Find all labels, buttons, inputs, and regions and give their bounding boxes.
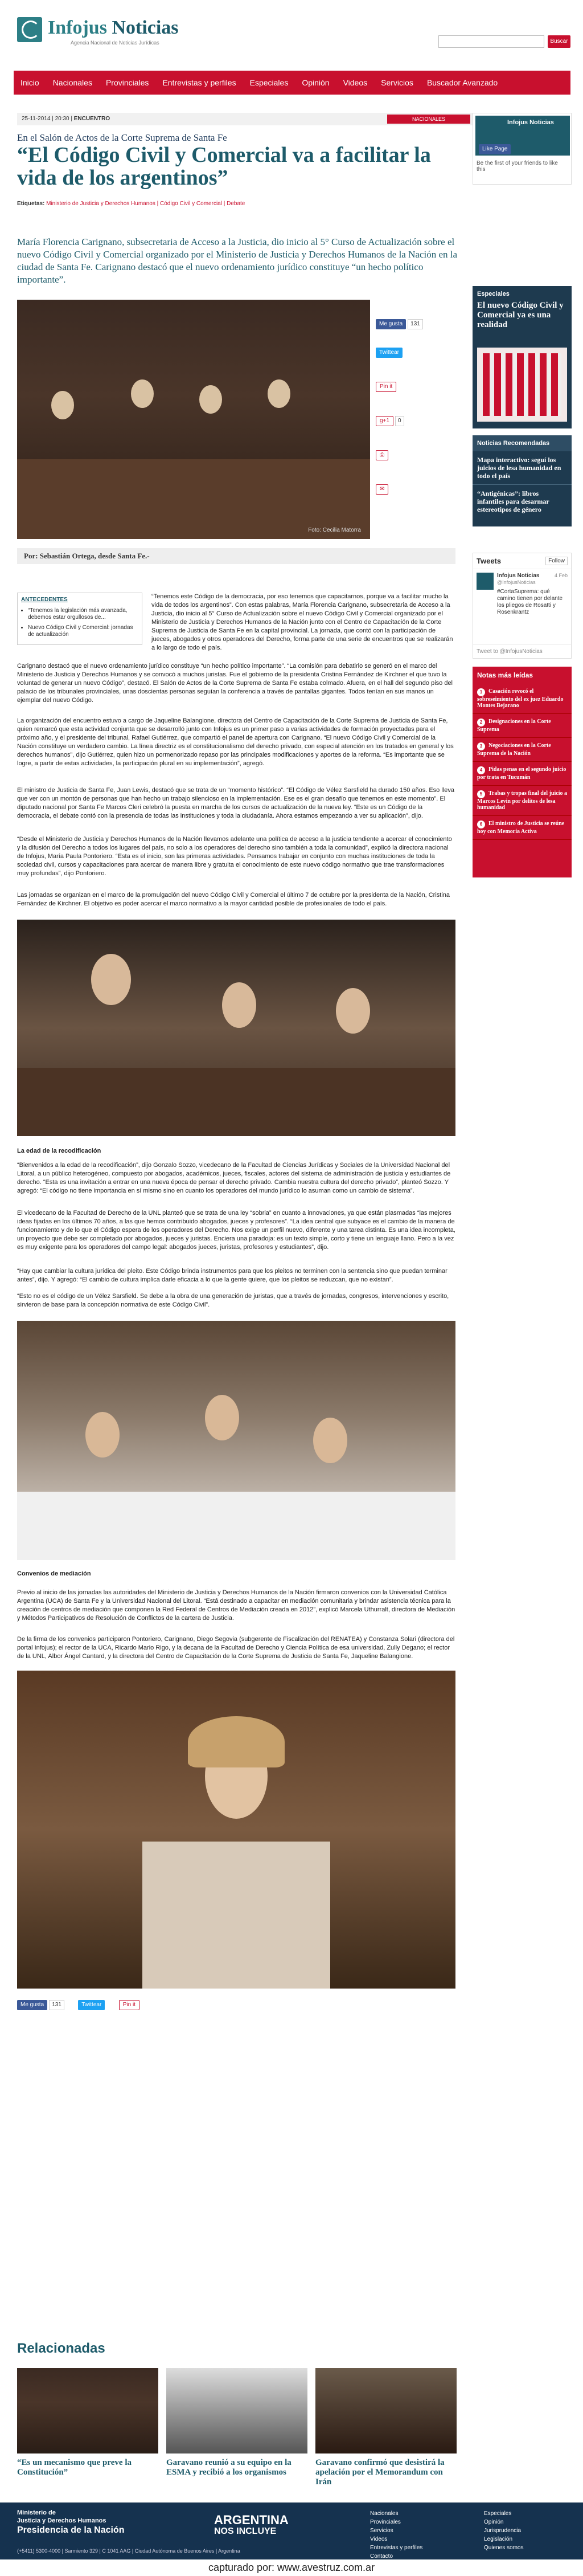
related-link-1[interactable]: “Es un mecanismo que preve la Constitución”	[17, 2458, 132, 2477]
tags-label: Etiquetas:	[17, 201, 45, 207]
related-photo-2[interactable]	[166, 2368, 307, 2453]
fb-widget	[473, 113, 572, 185]
article-title: “El Código Civil y Comercial va a facilitar la vida de los argentinos”	[17, 143, 431, 190]
footer-link[interactable]: Videos	[370, 2536, 388, 2542]
main-nav	[14, 71, 570, 95]
mas-leida-title: Designaciones en la Corte Suprema	[477, 718, 551, 733]
ministry-line-2: Justicia y Derechos Humanos	[17, 2517, 106, 2524]
article-section: ENCUENTRO	[73, 116, 110, 122]
footer-col-2	[484, 2509, 523, 2552]
tweet-avatar[interactable]	[477, 573, 494, 590]
tweet-to-link[interactable]: Tweet to @InfojusNoticias	[473, 644, 571, 658]
antecedentes-title: ANTECEDENTES	[21, 597, 68, 603]
paragraph-12: De la firma de los convenios participaron Pontoriero, Carignano, Diego Segovia (subgerente de Fiscalización del RENATEA) y Constanza Solari (directora del portal Infojus); el rector de la UCA, Ricardo Mario Rigo, y la decana de la Facultad de Derecho y Ciencia Política de esa universidad, Zully Degano; el rector de la UNL, Albor Ángel Cantard, y la directora del Centro de Capacitación de la Corte Suprema de Justicia de Santa Fe, Jaqueline Balangione.	[17, 1636, 455, 1660]
paragraph-9: “Hay que cambiar la cultura jurídica del pleito. Este Código brinda instrumentos para que los pleitos no terminen con la sentencia sino que puedan terminar antes”, dijo. Y agregó: “El cambio de cultura implica darle eficacia a lo que la gente quiere, que los pleitos se reduzcan, que no existan”.	[17, 1268, 447, 1283]
article-main-photo	[17, 300, 370, 539]
mas-leida-title: Pidas penas en el segundo juicio por trata en Tucumán	[477, 766, 566, 781]
tweets-box	[473, 553, 572, 659]
antecedentes-box	[17, 593, 142, 645]
email-icon[interactable]: ✉	[376, 484, 388, 495]
footer-link[interactable]: Provinciales	[370, 2519, 401, 2525]
article-tags	[17, 201, 245, 207]
recomendada-link[interactable]: Mapa interactivo: seguí los juicios de lesa humanidad en todo el país	[473, 451, 572, 485]
article-photo-4	[17, 1671, 455, 1989]
tweet-date: 4 Feb	[554, 573, 568, 578]
nav-item-entrevistas[interactable]: Entrevistas y perfiles	[162, 78, 236, 87]
nav-item-buscador[interactable]: Buscador Avanzado	[426, 78, 498, 87]
mas-leida-link[interactable]	[473, 738, 572, 762]
tweets-title: Tweets	[473, 553, 571, 569]
paragraph-10: “Esto no es el código de un Vélez Sarsfield. Se debe a la obra de una generación de juristas, que a través de jornadas, congresos, intervenciones y escrito, sirvieron de base para la concepción normativa de este Código Civil”.	[17, 1293, 449, 1308]
especiales-link[interactable]: El nuevo Código Civil y Comercial ya es una realidad	[477, 301, 564, 329]
fb-page-name[interactable]: Infojus Noticias	[507, 119, 554, 126]
mas-leidas-title: Notas más leídas	[473, 667, 572, 684]
especiales-title: Especiales	[473, 286, 572, 299]
facebook-count-bottom: 131	[49, 2000, 64, 2010]
site-logo[interactable]	[48, 17, 179, 39]
footer-link[interactable]: Quienes somos	[484, 2545, 524, 2551]
footer-link[interactable]: Entrevistas y perfiles	[370, 2545, 423, 2551]
nav-item-inicio[interactable]: Inicio	[20, 78, 39, 87]
mas-leida-link[interactable]	[473, 786, 572, 816]
footer-link[interactable]: Opinión	[484, 2519, 504, 2525]
related-title: Relacionadas	[17, 2341, 105, 2356]
footer-link[interactable]: Legislación	[484, 2536, 513, 2542]
search-input[interactable]	[438, 35, 544, 48]
gplus-icon[interactable]: g+1	[376, 416, 393, 426]
mas-leida-title: Negociaciones en la Corte Suprema de la Nación	[477, 742, 551, 757]
photo-caption: Por: Sebastián Ortega, desde Santa Fe.-	[17, 548, 455, 564]
site-name-2: Noticias	[112, 17, 179, 38]
article-photo-2	[17, 920, 455, 1136]
photo-credit: Foto: Cecilia Matorra	[308, 527, 361, 533]
nav-item-provinciales[interactable]: Provinciales	[105, 78, 149, 87]
mas-leida-title: Trabas y tropas final del juicio a Marcos Levin por delitos de lesa humanidad	[477, 790, 567, 811]
mas-leida-link[interactable]	[473, 684, 572, 714]
footer-link[interactable]: Jurisprudencia	[484, 2528, 522, 2534]
mas-leida-link[interactable]	[473, 714, 572, 738]
article-lead: María Florencia Carignano, subsecretaria de Acceso a la Justicia, dio inicio al 5° Curso de Actualización sobre el nuevo Código Civil y Comercial organizado por el Ministerio de Justicia y Derechos Humanos de la Nación en la ciudad de Santa Fe. Carignano destacó que el nuevo ordenamiento jurídico constituye “un hecho político importante”.	[17, 236, 458, 285]
footer-link[interactable]: Especiales	[484, 2510, 512, 2517]
nav-item-nacionales[interactable]: Nacionales	[52, 78, 92, 87]
argentina-line-2: NOS INCLUYE	[214, 2526, 277, 2536]
nav-item-especiales[interactable]: Especiales	[249, 78, 289, 87]
pinterest-button[interactable]: Pin it	[376, 382, 396, 392]
subheading-recodificacion: La edad de la recodificación	[17, 1148, 101, 1154]
nav-item-videos[interactable]: Videos	[343, 78, 368, 87]
paragraph-5: “Desde el Ministerio de Justicia y Derechos Humanos de la Nación llevamos adelante una política de acceso a la justicia tendiente a acercar el conocimiento y la difusión del Derecho a todos los lugares del país, no solo a los operadores del derecho sino también a toda la comunidad”, explicó la directora nacional de Infojus, María Paula Pontoriero. “Esta es el inicio, son las primeras actividades. Pensamos trabajar en conjunto con muchas instituciones de toda la sociedad civil, cursos y capacitaciones para acercar de manera libre y gratuita el conocimiento de este nuevo código normativo que trae transformaciones muy profundas”, dijo Pontoriero.	[17, 836, 452, 877]
tweet-handle[interactable]: @InfojusNoticias	[497, 579, 536, 585]
footer-col-1	[370, 2509, 422, 2561]
paragraph-11: Previo al inicio de las jornadas las autoridades del Ministerio de Justicia y Derechos Humanos de la Nación firmaron convenios con la Universidad Católica Argentina (UCA) de Santa Fe y la Universidad Nacional del Litoral. “Está destinado a capacitar en mediación comunitaria y brindar asistencia técnica para la creación de centros de mediación que componen la Red Federal de Centros de Mediación creada en 2012”, explicó Marcela Uthurralt, directora de Mediación y Métodos Participativos de Resolución de Conflictos de la cartera de Justicia.	[17, 1589, 455, 1622]
paragraph-3: La organización del encuentro estuvo a cargo de Jaqueline Balangione, directora del Centro de Capacitación de la Corte Suprema de Justicia de Santa Fe, quien remarcó que esta actividad conjunta que se desarrolló junto con Infojus es un primer paso a varias actividades de formación proyectadas para el próximo año, y el presidente del tribunal, Rafael Gutiérrez, que compartió el panel de apertura con Carignano. “El nuevo Código Civil y Comercial de la Nación constituye un verdadero cambio. La línea directriz es el constitucionalismo del derecho privado, con especial atención en los tratados en general y los derechos humanos”, dijo Gutiérrez, quien hizo un pormenorizado repaso por las principales modificaciones y aportes de la reforma. “Es importante que se logre, a partir de estas actividades, la participación plural en su implementación”, agregó.	[17, 717, 454, 767]
article-meta: 25-11-2014 | 20:30 | ENCUENTRO NACIONALES	[17, 113, 473, 125]
facebook-like-button[interactable]: Me gusta	[376, 319, 406, 329]
tweet-text: #CortaSuprema: qué camino tienen por delante los pliegos de Rosatti y Rosenkrantz	[497, 589, 563, 615]
argentina-line-1: ARGENTINA	[214, 2513, 289, 2527]
paragraph-4: El ministro de Justicia de Santa Fe, Juan Lewis, destacó que se trata de un “momento histórico”. “El Código de Vélez Sarsfield ha durado 150 años. Eso lleva que ver con un montón de personas que han hecho un trabajo silencioso en la implementación. Ese es el gran desafío que tenemos en este momento”. El diputado nacional por Santa Fe Marcos Cleri celebró la puesta en marcha de los cursos de actualización de la nueva ley. “Este es un Código de la democracia, el debate contó con la presencia de todas las instituciones y toda la ciudadanía. Ahora estamos empezando a ver su aplicación”, dijo.	[17, 787, 454, 819]
paragraph-7: “Bienvenidos a la edad de la recodificación”, dijo Gonzalo Sozzo, vicedecano de la Facultad de Ciencias Jurídicas y Sociales de la Universidad Nacional del Litoral, a un público heterogéneo, compuesto por abogados, académicos, jueces, fiscales, actores del sistema de administración de justicia y estudiantes de derecho. “Esta es una invitación a entrar en una nueva época de pensar el derecho privado. Cambia nuestra cultura del derecho privado”, planteó Sozzo. Y agregó: “El código no tiene importancia en sí mismo sino en cuanto los operadores del mundo jurídico lo asuman como un cambio de sistema”.	[17, 1162, 451, 1194]
site-tagline: Agencia Nacional de Noticias Jurídicas	[71, 40, 159, 46]
article-photo-3	[17, 1321, 455, 1560]
mas-leida-title: Casación revocó el sobreseimiento del ex juez Eduardo Montes Bejarano	[477, 688, 564, 709]
especiales-image[interactable]	[477, 348, 567, 422]
pinterest-button-bottom[interactable]: Pin it	[119, 2000, 139, 2010]
article-kicker: En el Salón de Actos de la Corte Suprema de Santa Fe	[17, 132, 227, 143]
number-icon: 3	[477, 742, 485, 750]
recomendada-link[interactable]: “Antigénicas”: libros infantiles para desarmar estereotipos de género	[477, 489, 549, 513]
antecedente-link[interactable]: • Nuevo Código Civil y Comercial: jornadas de actualización	[28, 624, 138, 638]
paragraph-6: Las jornadas se organizan en el marco de la promulgación del nuevo Código Civil y Comercial el último 7 de octubre por la presidenta de la Nación, Cristina Fernández de Kirchner. El objetivo es poder acercar el marco normativo a la mayor cantidad posible de profesionales de todo el país.	[17, 892, 450, 907]
mas-leida-link[interactable]	[473, 762, 572, 786]
paragraph-2: Carignano destacó que el nuevo ordenamiento jurídico constituye “un hecho político importante”. “La comisión para debatirlo se generó en el marco del Ministerio de Justicia y Derechos Humanos y se convocó a muchos juristas. Fue el gobierno de la presidenta Cristina Fernández de Kirchner el que tuvo la voluntad de generar un nuevo Código”, destacó. El Salón de Actos de la Corte Suprema de Santa Fe estaba colmado. Afuera, en el hall del segundo piso del palacio de los tribunales provinciales, unas doscientas personas seguían la conferencia a través de pantallas gigantes. Todos tenían en sus manos un ejemplar del nuevo Código.	[17, 663, 453, 704]
related-link-3[interactable]: Garavano confirmó que desistirá la apelación por el Memorandum con Irán	[315, 2458, 445, 2487]
recomendadas-title: Noticias Recomendadas	[473, 435, 572, 451]
facebook-like-button-bottom[interactable]: Me gusta	[17, 2000, 47, 2010]
footer-address: (+5411) 5300-4000 | Sarmiento 329 | C 1041 AAG | Ciudad Autónoma de Buenos Aires | Argentina	[17, 2548, 240, 2554]
mas-leida-title: El ministro de Justicia se reúne hoy con Memoria Activa	[477, 820, 565, 835]
ministry-line-1: Ministerio de	[17, 2509, 56, 2516]
article-time: 20:30	[55, 116, 69, 122]
facebook-count: 131	[408, 319, 423, 329]
related-photo-1[interactable]	[17, 2368, 158, 2453]
footer-link[interactable]: Contacto	[370, 2553, 393, 2559]
twitter-share-button-bottom[interactable]: Twittear	[78, 2000, 105, 2010]
presidency: Presidencia de la Nación	[17, 2525, 125, 2535]
gplus-count: 0	[395, 416, 404, 426]
site-name-1: Infojus	[48, 17, 107, 38]
share-tools	[376, 312, 455, 524]
number-icon: 2	[477, 718, 485, 726]
number-icon: 1	[477, 688, 485, 696]
nav-item-opinion[interactable]: Opinión	[302, 78, 330, 87]
site-header	[0, 0, 583, 71]
nav-item-servicios[interactable]: Servicios	[381, 78, 413, 87]
number-icon: 6	[477, 820, 485, 828]
related-link-2[interactable]: Garavano reunió a su equipo en la ESMA y recibió a los organismos	[166, 2458, 292, 2477]
article-date: 25-11-2014	[22, 116, 51, 122]
twitter-share-button[interactable]: Twittear	[376, 348, 403, 358]
paragraph-1: “Tenemos este Código de la democracia, por eso tenemos que capacitarnos, porque va a facilitar mucho la vida de todos los argentinos”. Con estas palabras, María Florencia Carignano, subsecretaria de Acceso a la Justicia, dio inicio al 5° Curso de Actualización sobre el nuevo Código Civil y Comercial organizado por el Ministerio de Justicia y Derechos Humanos de la Nación junto con el Centro de Capacitación de la Corte Suprema de Justicia de Santa Fe en la capital provincial. La jornada, que contó con la participación de jueces, abogados y otros operadores del Derecho, forma parte de una serie de encuentros que se realizarán a lo largo de todo el país.	[151, 593, 453, 651]
capture-credit: capturado por: www.avestruz.com.ar	[0, 2559, 583, 2576]
twitter-follow-button[interactable]: Follow	[545, 557, 568, 565]
footer-link[interactable]: Nacionales	[370, 2510, 399, 2517]
bottom-share	[17, 1999, 455, 2012]
mas-leida-link[interactable]	[473, 816, 572, 840]
mas-leidas-box	[473, 667, 572, 877]
footer-link[interactable]: Servicios	[370, 2528, 393, 2534]
subheading-mediacion: Convenios de mediación	[17, 1570, 91, 1577]
number-icon: 4	[477, 766, 485, 774]
tweet-user[interactable]: Infojus Noticias	[497, 573, 540, 579]
tags-links[interactable]: Ministerio de Justicia y Derechos Humanos | Código Civil y Comercial | Debate	[46, 201, 245, 207]
related-photo-3[interactable]	[315, 2368, 457, 2453]
fb-like-page-button[interactable]: Like Page	[479, 144, 511, 154]
paragraph-8: El vicedecano de la Facultad de Derecho de la UNL planteó que se trata de una ley “sobria” en cuanto a innovaciones, ya que están plasmadas “las mejores ideas fijadas en los últimos 70 años, a las que hemos contribuido abogados, jueces y profesores”. “La idea central que subyace es el cambio de la manera de funcionamiento y de lo que el Código espera de los operadores del Derecho. Nos exige un perfil nuevo, diferente y una tarea distinta. Es una idea incompleta, un proyecto que debe ser completado por abogados, jueces y juristas. Enciera una paradoja: es un texto simple, corto y tiene un lenguaje llano. Pero a la vez es muy exigente para los operadores del campo legal: abogados jueces, juristas, profesores y estudiantes”, dijo.	[17, 1210, 455, 1251]
especiales-box	[473, 286, 572, 428]
logo-icon[interactable]	[17, 17, 42, 42]
search-button[interactable]: Buscar	[548, 35, 570, 48]
number-icon: 5	[477, 790, 485, 798]
section-tag[interactable]: NACIONALES	[387, 115, 470, 124]
site-footer	[0, 2502, 583, 2559]
antecedente-link[interactable]: • “Tenemos la legislación más avanzada, debemos estar orgullosos de...	[28, 607, 138, 621]
recomendadas-box	[473, 435, 572, 526]
fb-widget-text: Be the first of your friends to like this	[477, 160, 558, 173]
print-icon[interactable]: ⎙	[376, 450, 388, 460]
